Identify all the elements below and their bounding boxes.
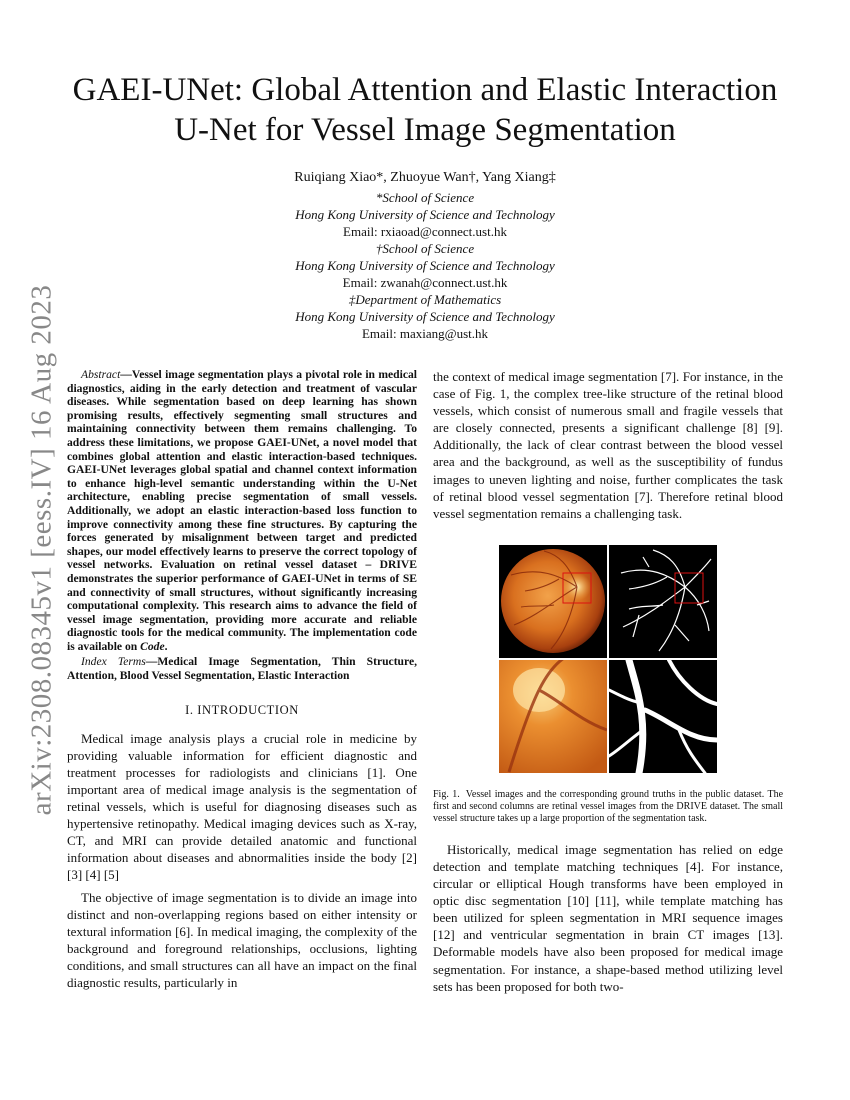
arxiv-identifier — [22, 284, 62, 816]
affiliation-school-1: *School of Science — [375, 190, 475, 205]
author-email-3: Email: maxiang@ust.hk — [361, 326, 489, 341]
vessel-ground-truth-zoom — [609, 660, 717, 773]
fundus-image-full — [499, 545, 607, 658]
abstract-text: —Vessel image segmentation plays a pivotal role in medical diagnostics, aiding in the early detection and treatment of vascular diseases. While segmentation based on deep learning has shown promising results, effectively segmenting small structures and maintaining connectivity between them remains challenging. To address these limitations, we propose GAEI-UNet, a novel model that combines global attention and elastic interaction-based techniques. GAEI-UNet leverages global spatial and channel context information to enhance high-level semantic understanding within the U-Net architecture, enabling precise segmentation of small vessels. Additionally, we adopt an elastic interaction-based loss function to improve connectivity among these fine structures. By capturing the forces generated by misalignment between target and predicted shapes, our model effectively learns to preserve the correct topology of vessel networks. Evaluation on retinal vessel dataset – DRIVE demonstrates the superior performance of GAEI-UNet in terms of SE and connectivity of small structures, without significantly increasing computational complexity. This research aims to advance the field of vessel image segmentation, providing more accurate and reliable diagnostic tools for the medical community. The implementation code is available on — [67, 368, 417, 653]
affiliation-institution-3: Hong Kong University of Science and Technology — [295, 309, 555, 324]
abstract: Abstract—Vessel image segmentation plays a pivotal role in medical diagnostics, aiding in the early detection and treatment of vascular diseases. While segmentation based on deep learning has shown promising results, effectively segmenting small structures and maintaining connectivity between them remains challenging. To address these limitations, we propose GAEI-UNet, a novel model that combines global attention and elastic interaction-based techniques. GAEI-UNet leverages global spatial and channel context information to enhance high-level semantic understanding within the U-Net architecture, enabling precise segmentation of small vessels. Additionally, we adopt an elastic interaction-based loss function to improve connectivity among these fine structures. By capturing the forces generated by misalignment between target and predicted shapes, our model effectively learns to preserve the correct topology of vessel networks. Evaluation on retinal vessel dataset – DRIVE demonstrates the superior performance of GAEI-UNet in terms of SE and connectivity of small structures, without significantly increasing computational complexity. This research aims to advance the field of vessel image segmentation, providing more accurate and reliable diagnostic tools for the medical community. The implementation code is available on Code. — [67, 368, 417, 653]
fundus-image-zoom — [499, 660, 607, 773]
author-email-1: Email: rxiaoad@connect.ust.hk — [343, 224, 507, 239]
intro-paragraph-4: Historically, medical image segmentation has relied on edge detection and template matching techniques [4]. For instance, circular or elliptical Hough transforms have been employed in optic disc segmentation [10] [11], while template matching has been utilized for spleen segmentation in MRI sequence images [12] and ventricular segmentation in brain CT images [13]. Deformable models have also been proposed for medical image segmentation. For instance, a shape-based method utilizing level sets has been proposed for both two- — [433, 841, 783, 994]
author-names: Ruiqiang Xiao*, Zhuoyue Wan†, Yang Xiang‡ — [294, 170, 556, 185]
figure-1-images — [499, 545, 717, 773]
affiliation-school-2: †School of Science — [375, 241, 475, 256]
code-link[interactable]: Code — [140, 639, 165, 653]
affiliation-institution-1: Hong Kong University of Science and Technology — [295, 207, 555, 222]
arxiv-id-text: arXiv:2308.08345v1 [eess.IV] 16 Aug 2023 — [25, 284, 58, 816]
right-column — [433, 368, 783, 1000]
intro-paragraph-3: the context of medical image segmentation [7]. For instance, in the case of Fig. 1, the complex tree-like structure of the retinal blood vessels, which consist of numerous small and fragile vessels that are closely connected, presents a significant challenge [8] [9]. Additionally, the lack of clear contrast between the blood vessel area and the background, as well as the susceptibility of fundus images to uneven lighting and noise, further complicates the task of retinal blood vessel segmentation [7]. Therefore retinal blood vessel segmentation remains a challenging task. — [433, 369, 783, 521]
paper-title: GAEI-UNet: Global Attention and Elastic Interaction U-Net for Vessel Image Segmentation — [72, 72, 778, 148]
figure-1-caption — [433, 789, 783, 825]
author-block — [160, 167, 690, 342]
affiliation-school-3: ‡Department of Mathematics — [348, 292, 502, 307]
intro-paragraph-2: The objective of image segmentation is to divide an image into distinct and non-overlapping regions based on either intensity or textural information [6]. In medical imaging, the complexity of the background and foreground relationships, occlusions, lighting conditions, and small structures can all have an impact on the final diagnostic results, particularly in — [67, 889, 417, 990]
index-terms — [67, 655, 417, 682]
author-email-2: Email: zwanah@connect.ust.hk — [342, 275, 508, 290]
intro-paragraph-1: Medical image analysis plays a crucial role in medicine by providing valuable information for efficient diagnostic and treatment processes for radiologists and clinicians [1]. One important area of medical image analysis is the segmentation of retinal vessels, which is useful for diagnosing diseases such as hypertensive retinopathy. Medical imaging devices such as X-ray, CT, and MRI can provide detailed anatomic and functional information about diseases and abnormalities inside the body [2] [3] [4] [5] — [67, 730, 417, 883]
abstract-lead: Abstract — [81, 368, 121, 381]
vessel-ground-truth-full — [609, 545, 717, 658]
affiliation-institution-2: Hong Kong University of Science and Technology — [295, 258, 555, 273]
left-column — [67, 368, 417, 996]
figure-caption-text: Vessel images and the corresponding ground truths in the public dataset. The first and second columns are retinal vessel images from the DRIVE dataset. The small vessel structure takes up a large proportion of the segmentation task. — [433, 788, 784, 824]
section-heading-introduction: I. INTRODUCTION — [185, 702, 299, 717]
index-terms-lead: Index Terms — [81, 655, 146, 669]
figure-label: Fig. 1. — [433, 788, 460, 800]
index-terms-text: —Medical Image Segmentation, Thin Structure, Attention, Blood Vessel Segmentation, Elastic Interaction — [67, 655, 417, 683]
